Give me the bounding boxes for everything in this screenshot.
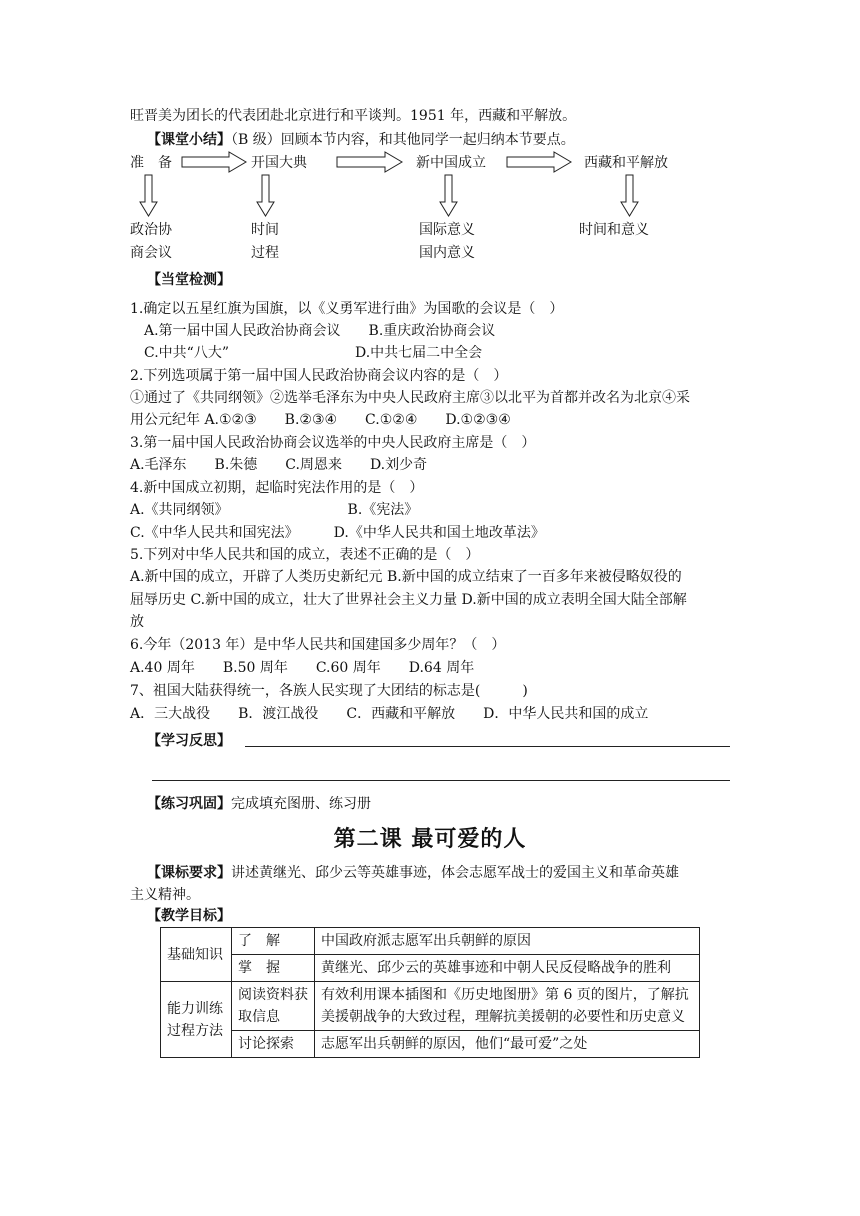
detail-tibet-1: 时间和意义 — [579, 222, 649, 238]
table-row — [161, 1031, 700, 1058]
goals-sub: 阅读资料获取信息 — [232, 982, 315, 1031]
quiz-line: A.毛泽东 B.朱德 C.周恩来 D.刘少奇 — [130, 457, 428, 473]
quiz-line: 用公元纪年 A.①②③ B.②③④ C.①②④ D.①②③④ — [130, 412, 511, 428]
table-row — [161, 928, 700, 955]
right-arrow-icon — [337, 152, 402, 172]
summary-instruction: 回顾本节内容，和其他同学一起归纳本节要点。 — [280, 132, 575, 148]
goals-category-basic: 基础知识 — [161, 928, 232, 982]
detail-founding-2: 国内意义 — [419, 245, 475, 261]
flow-step-prepare: 准 备 — [130, 155, 172, 171]
reflection-answer-line[interactable] — [245, 746, 730, 747]
goals-content: 志愿军出兵朝鲜的原因，他们“最可爱”之处 — [315, 1031, 700, 1058]
goals-content: 中国政府派志愿军出兵朝鲜的原因 — [315, 928, 700, 955]
quiz-line: 6.今年（2013 年）是中华人民共和国建国多少周年？（ ） — [130, 637, 506, 653]
quiz-line: A.《共同纲领》 B.《宪法》 — [130, 502, 419, 518]
quiz-line: A.第一届中国人民政治协商会议 B.重庆政治协商会议 — [130, 323, 496, 339]
flow-step-ceremony: 开国大典 — [251, 155, 307, 171]
curriculum-text-1: 讲述黄继光、邱少云等英雄事迹，体会志愿军战士的爱国主义和革命英雄 — [231, 865, 679, 881]
quiz-line: C.中共“八大” D.中共七届二中全会 — [130, 345, 483, 361]
practice-line — [147, 794, 371, 814]
goals-sub: 了 解 — [232, 928, 315, 955]
table-row — [161, 955, 700, 982]
flow-step-founding: 新中国成立 — [416, 155, 486, 171]
quiz-line: 3.第一届中国人民政治协商会议选举的中央人民政府主席是（ ） — [130, 435, 536, 451]
reflection-label: 【学习反思】 — [147, 733, 231, 749]
detail-ceremony-1: 时间 — [251, 222, 279, 238]
quiz-line: 屈辱历史 C.新中国的成立，壮大了世界社会主义力量 D.新中国的成立表明全国大陆全部解 — [130, 592, 687, 608]
flow-step-tibet: 西藏和平解放 — [584, 155, 668, 171]
quiz-line: A．三大战役 B．渡江战役 C．西藏和平解放 D．中华人民共和国的成立 — [130, 706, 649, 722]
practice-text: 完成填充图册、练习册 — [231, 796, 371, 812]
quiz-line: 5.下列对中华人民共和国的成立，表述不正确的是（ ） — [130, 547, 480, 563]
summary-heading: 【课堂小结】 — [147, 132, 231, 148]
goals-content: 有效利用课本插图和《历史地图册》第 6 页的图片，了解抗美援朝战争的大致过程，理解抗美援朝的必要性和历史意义 — [315, 982, 700, 1031]
goals-content: 黄继光、邱少云的英雄事迹和中朝人民反侵略战争的胜利 — [315, 955, 700, 982]
curriculum-label: 【课标要求】 — [147, 865, 231, 881]
reflection-answer-line[interactable] — [152, 780, 730, 781]
quiz-line: 7、祖国大陆获得统一，各族人民实现了大团结的标志是( ) — [130, 683, 528, 699]
practice-label: 【练习巩固】 — [147, 796, 231, 812]
detail-founding-1: 国际意义 — [419, 222, 475, 238]
quiz-line: 放 — [130, 614, 144, 630]
detail-cppcc-2: 商会议 — [130, 245, 172, 261]
quiz-line: A.40 周年 B.50 周年 C.60 周年 D.64 周年 — [130, 660, 475, 676]
quiz-line: 4.新中国成立初期，起临时宪法作用的是（ ） — [130, 480, 424, 496]
intro-line: 旺晋美为团长的代表团赴北京进行和平谈判。1951 年，西藏和平解放。 — [130, 108, 577, 124]
goals-sub: 掌 握 — [232, 955, 315, 982]
quiz-line: A.新中国的成立，开辟了人类历史新纪元 B.新中国的成立结束了一百多年来被侵略奴役的 — [130, 569, 682, 585]
right-arrow-icon — [507, 152, 571, 172]
detail-cppcc-1: 政治协 — [130, 222, 172, 238]
down-arrow-icon — [440, 175, 457, 216]
goals-category-ability: 能力训练过程方法 — [161, 982, 232, 1058]
curriculum-line-1 — [147, 863, 679, 883]
down-arrow-icon — [621, 175, 638, 216]
quiz-line: ①通过了《共同纲领》②选举毛泽东为中央人民政府主席③以北平为首都并改名为北京④采 — [130, 390, 690, 406]
down-arrow-icon — [140, 175, 157, 216]
right-arrow-icon — [182, 152, 246, 172]
goals-table — [160, 927, 700, 1058]
goals-label: 【教学目标】 — [147, 908, 231, 924]
quiz-line: 1.确定以五星红旗为国旗，以《义勇军进行曲》为国歌的会议是（ ） — [130, 301, 564, 317]
quiz-line: 2.下列选项属于第一届中国人民政治协商会议内容的是（ ） — [130, 368, 508, 384]
goals-sub: 讨论探索 — [232, 1031, 315, 1058]
table-row — [161, 982, 700, 1031]
lesson-title: 第二课 最可爱的人 — [333, 826, 527, 852]
quiz-heading: 【当堂检测】 — [147, 272, 231, 288]
summary-level: （B 级） — [231, 132, 281, 148]
down-arrow-icon — [257, 175, 274, 216]
curriculum-line-2: 主义精神。 — [130, 887, 200, 903]
detail-ceremony-2: 过程 — [251, 245, 279, 261]
quiz-line: C.《中华人民共和国宪法》 D.《中华人民共和国土地改革法》 — [130, 525, 545, 541]
